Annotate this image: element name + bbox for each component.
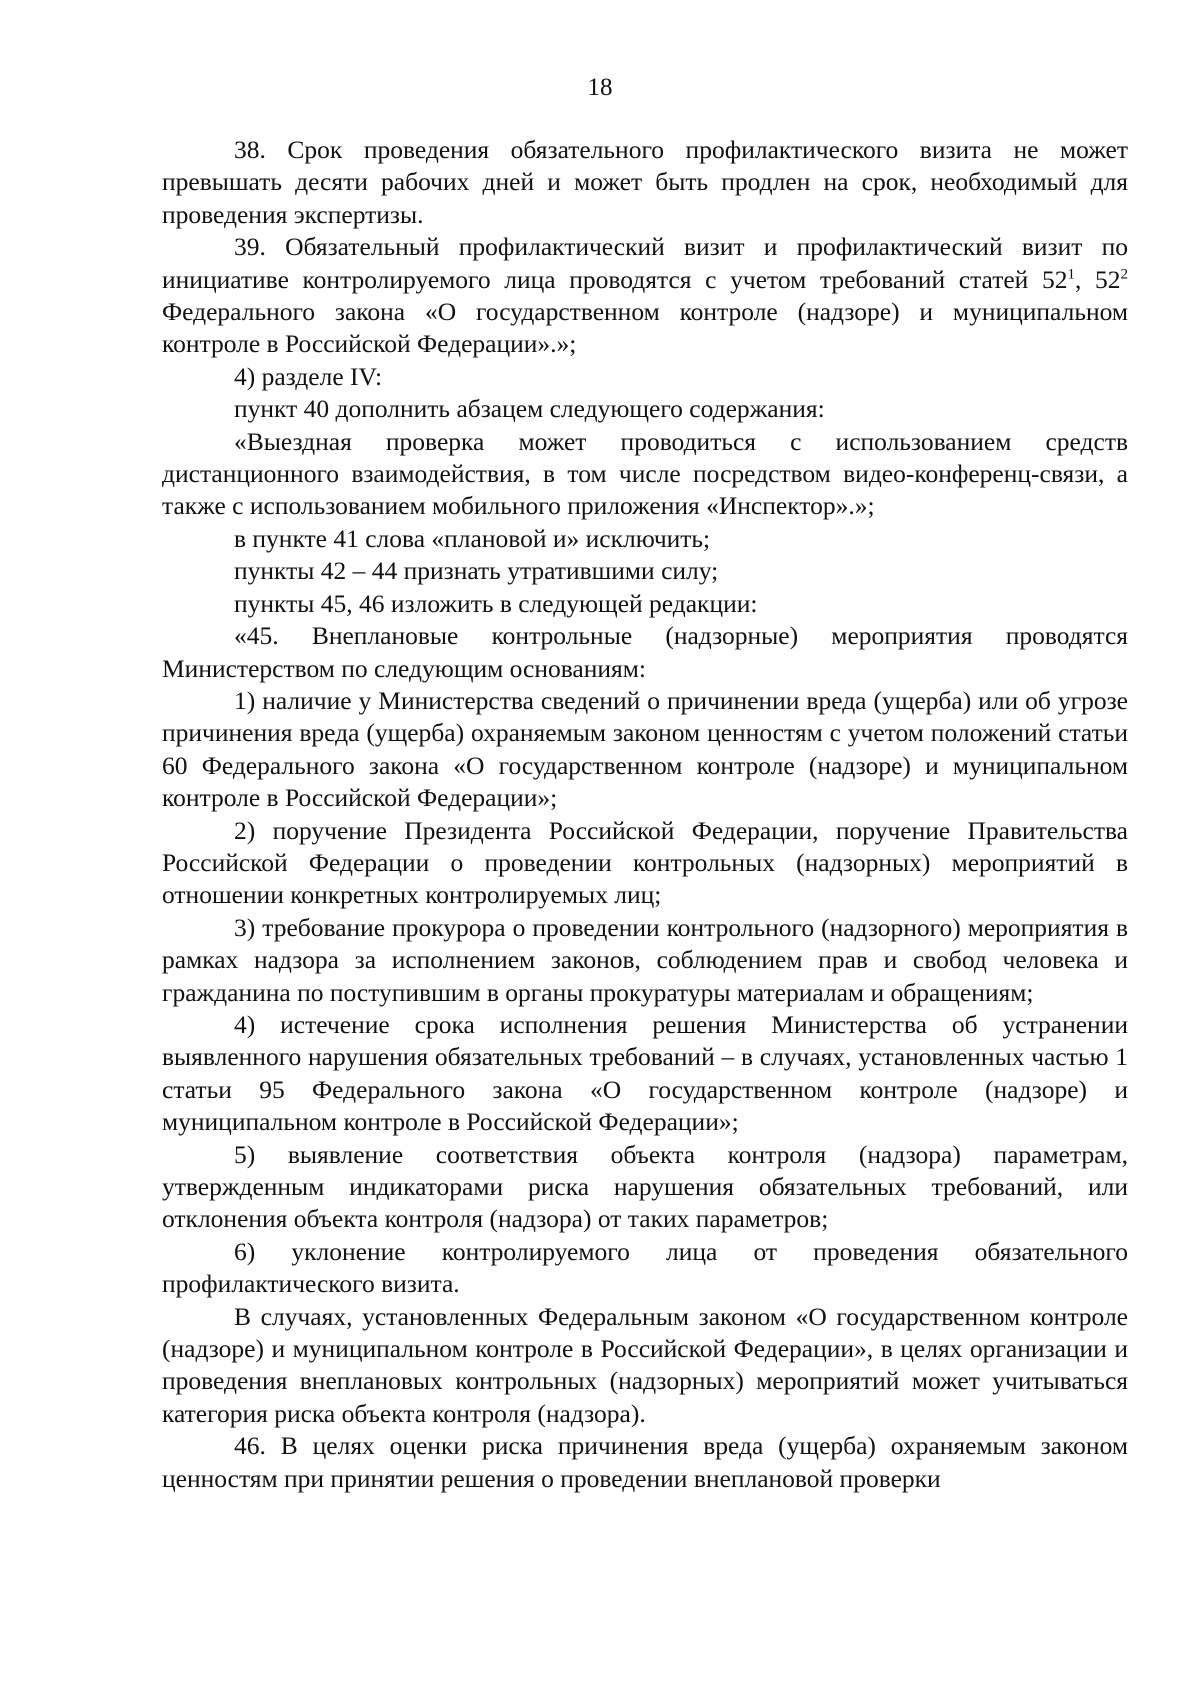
paragraph-38: 38. Срок проведения обязательного профилактического визита не может превышать десяти рабочих дней и может быть продлен на срок, необходимый для проведения экспертизы. bbox=[162, 135, 1128, 229]
paragraph-items-45-46: пункты 45, 46 изложить в следующей редакции: bbox=[234, 588, 758, 618]
list-item-4: 4) истечение срока исполнения решения Министерства об устранении выявленного нарушения обязательных требований – в случаях, установленных частью 1 статьи 95 Федерального закона «О государственном контроле (надзоре) и муниципальном контроле в Российской Федерации»; bbox=[162, 1009, 1128, 1137]
paragraph-item-41: в пункте 41 слова «плановой и» исключить; bbox=[234, 523, 711, 553]
paragraph-item-40: пункт 40 дополнить абзацем следующего содержания: bbox=[234, 394, 825, 424]
paragraph-items-42-44: пункты 42 – 44 признать утратившими силу; bbox=[234, 556, 719, 586]
superscript-1: 1 bbox=[1067, 265, 1075, 282]
paragraph-39-text: 39. Обязательный профилактический визит и профилактический визит по инициативе контролируемого лица проводятся с учетом требований статей 52 bbox=[162, 232, 1128, 294]
paragraph-46: 46. В целях оценки риска причинения вреда (ущерба) охраняемым законом ценностям при принятии решения о проведении внеплановой проверки bbox=[162, 1431, 1128, 1493]
list-item-2: 2) поручение Президента Российской Федерации, поручение Правительства Российской Федерации о проведении контрольных (надзорных) мероприятий в отношении конкретных контролируемых лиц; bbox=[162, 815, 1128, 910]
list-item-5: 5) выявление соответствия объекта контроля (надзора) параметрам, утвержденным индикаторами риска нарушения обязательных требований, или отклонения объекта контроля (надзора) от таких параметров; bbox=[162, 1139, 1128, 1234]
page-number: 18 bbox=[587, 74, 613, 101]
list-item-1: 1) наличие у Министерства сведений о причинении вреда (ущерба) или об угрозе причинения вреда (ущерба) охраняемым законом ценностям с учетом положений статьи 60 Федерального закона «О государственном контроле (надзоре) и муниципальном контроле в Российской Федерации»; bbox=[162, 685, 1128, 813]
paragraph-39-mid: , 52 bbox=[1074, 264, 1121, 294]
list-item-3: 3) требование прокурора о проведении контрольного (надзорного) мероприятия в рамках надзора за исполнением законов, соблюдением прав и свобод человека и гражданина по поступившим в органы прокуратуры материалам и обращениям; bbox=[162, 912, 1128, 1007]
section-iv-heading: 4) разделе IV: bbox=[234, 361, 383, 391]
paragraph-risk-category: В случаях, установленных Федеральным законом «О государственном контроле (надзоре) и муниципальном контроле в Российской Федерации», в целях организации и проведения внеплановых контрольных (надзорных) мероприятий может учитываться категория риска объекта контроля (надзора). bbox=[162, 1301, 1128, 1428]
list-item-6: 6) уклонение контролируемого лица от проведения обязательного профилактического визита. bbox=[162, 1236, 1128, 1299]
paragraph-field-inspection: «Выездная проверка может проводиться с использованием средств дистанционного взаимодействия, в том числе посредством видео-конференц-связи, а также с использованием мобильного приложения «Инспектор».»; bbox=[162, 426, 1128, 521]
paragraph-45: «45. Внеплановые контрольные (надзорные) мероприятия проводятся Министерством по следующим основаниям: bbox=[162, 621, 1128, 683]
paragraph-39 bbox=[162, 231, 1128, 361]
paragraph-39-end: Федерального закона «О государственном контроле (надзоре) и муниципальном контроле в Российской Федерации».»; bbox=[162, 297, 1128, 359]
superscript-2: 2 bbox=[1120, 265, 1128, 282]
document-body bbox=[162, 134, 1128, 1495]
